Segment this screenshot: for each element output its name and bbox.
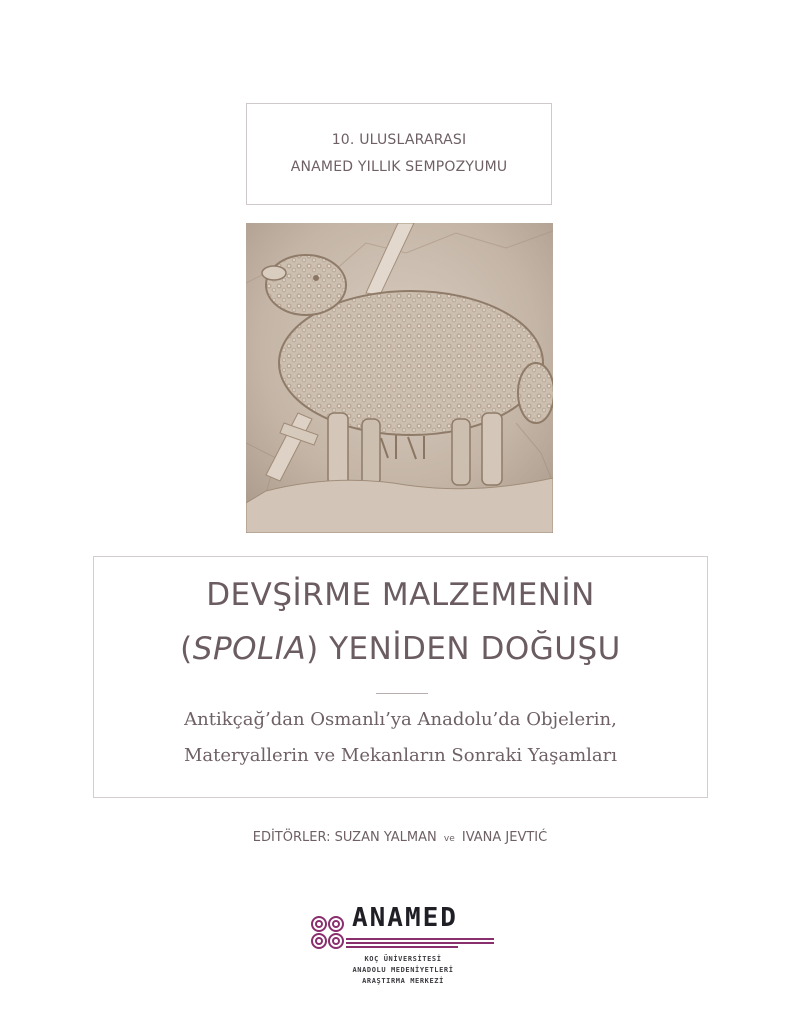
cover-relief-image — [246, 223, 553, 533]
series-line-2: ANAMED YILLIK SEMPOZYUMU — [290, 159, 508, 175]
editor-2: IVANA JEVTIĆ — [461, 830, 548, 845]
marble-lamb-relief-image — [246, 223, 553, 533]
editors-conjunction: ve — [443, 834, 455, 844]
title-box — [93, 556, 708, 798]
title-spolia: SPOLIA — [192, 631, 307, 667]
series-box — [246, 103, 552, 205]
subtitle-line-1: Antikçağ’dan Osmanlı’ya Anadolu’da Objelerin, — [184, 709, 617, 730]
editor-1: SUZAN YALMAN — [334, 830, 437, 845]
publisher-line-3: ARAŞTIRMA MERKEZİ — [362, 977, 444, 985]
publisher-line-2: ANADOLU MEDENİYETLERİ — [352, 966, 454, 974]
subtitle-line-2: Materyallerin ve Mekanların Sonraki Yaşamları — [183, 745, 617, 766]
main-title-line-2 — [94, 631, 707, 667]
series-line-1: 10. ULUSLARARASI — [331, 132, 467, 148]
title-paren-open: ( — [180, 631, 193, 667]
anamed-logo — [308, 905, 498, 991]
publisher-name: ANAMED — [352, 903, 458, 933]
publisher-line-1: KOÇ ÜNİVERSİTESİ — [364, 955, 442, 963]
editors-line — [0, 830, 800, 845]
title-line-2-rest: ) YENİDEN DOĞUŞU — [306, 631, 621, 667]
editors-label: EDİTÖRLER: — [252, 830, 331, 845]
main-title-line-1: DEVŞİRME MALZEMENİN — [206, 577, 595, 613]
title-divider — [376, 693, 428, 694]
